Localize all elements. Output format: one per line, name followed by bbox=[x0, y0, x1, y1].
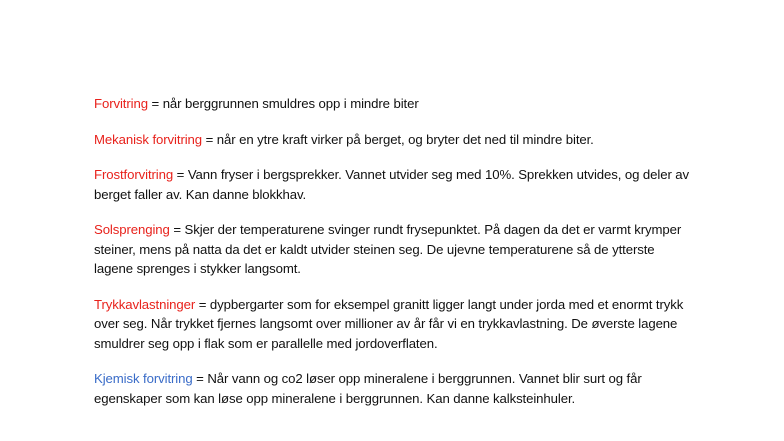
definition-kjemisk-forvitring: = Når vann og co2 løser opp mineralene i berggrunnen. Vannet blir surt og får egenskaper som kan løse opp mineralene i berggrunnen. Kan danne kalksteinhuler. bbox=[94, 371, 642, 406]
definition-solsprenging: = Skjer der temperaturene svinger rundt frysepunktet. På dagen da det er varmt krymper steiner, mens på natta da det er kaldt utvider steinen seg. De ujevne temperaturene så de ytterste lagene sprenges i stykker langsomt. bbox=[94, 222, 682, 276]
entry-kjemisk-forvitring bbox=[94, 369, 694, 408]
entry-frostforvitring bbox=[94, 165, 694, 204]
entry-mekanisk-forvitring bbox=[94, 130, 694, 150]
definition-frostforvitring: = Vann fryser i bergsprekker. Vannet utvider seg med 10%. Sprekken utvides, og deler av berget faller av. Kan danne blokkhav. bbox=[94, 167, 690, 202]
term-frostforvitring: Frostforvitring bbox=[94, 167, 174, 182]
term-solsprenging: Solsprenging bbox=[94, 222, 170, 237]
entry-solsprenging bbox=[94, 220, 694, 279]
term-kjemisk-forvitring: Kjemisk forvitring bbox=[94, 371, 193, 386]
term-trykkavlastninger: Trykkavlastninger bbox=[94, 296, 196, 312]
entry-forvitring bbox=[94, 94, 694, 114]
entry-trykkavlastninger bbox=[94, 295, 694, 354]
definition-trykkavlastninger: = dypbergarter som for eksempel granitt ligger langt under jorda med et enormt trykk over seg. Når trykket fjernes langsomt over millioner av år får vi en trykkavlastning. De øverste lagene smuldrer seg opp i flak som er parallelle med jordoverflaten. bbox=[94, 296, 684, 351]
term-forvitring: Forvitring bbox=[94, 96, 148, 111]
document-body bbox=[94, 94, 694, 424]
definition-mekanisk-forvitring: = når en ytre kraft virker på berget, og bryter det ned til mindre biter. bbox=[202, 131, 594, 147]
term-mekanisk-forvitring: Mekanisk forvitring bbox=[94, 131, 203, 147]
definition-forvitring: = når berggrunnen smuldres opp i mindre biter bbox=[147, 96, 419, 111]
